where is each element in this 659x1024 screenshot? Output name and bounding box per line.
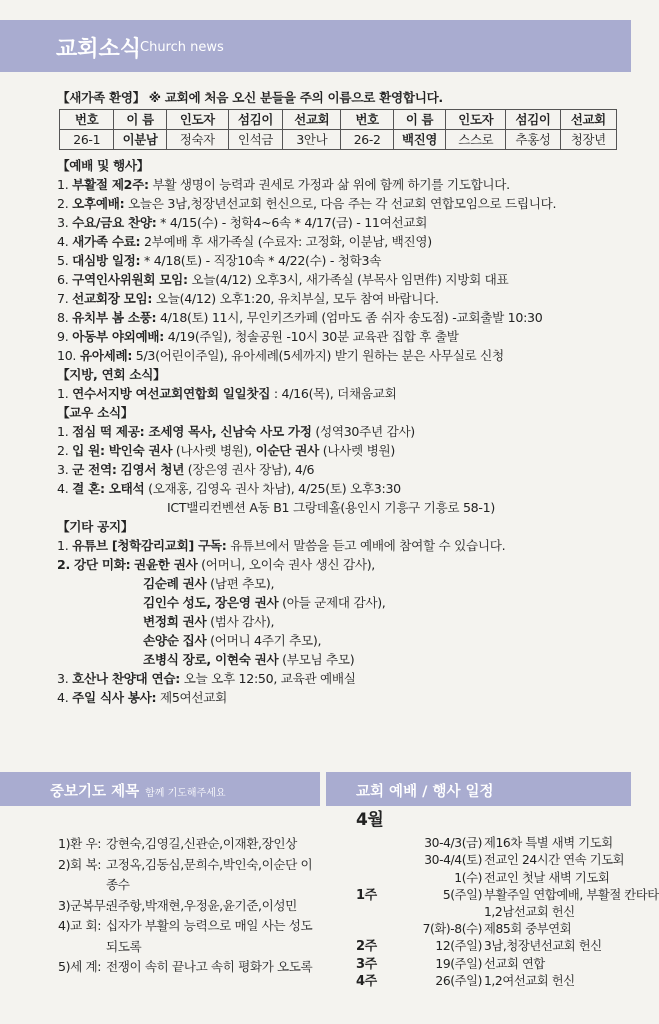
list-item: 손양순 집사 (어머니 4주기 추모), bbox=[143, 633, 322, 648]
item-text: (나사렛 병원), bbox=[172, 443, 256, 458]
schedule-week bbox=[356, 921, 390, 938]
col-header: 이 름 bbox=[393, 110, 445, 130]
schedule-row bbox=[356, 835, 626, 852]
prayer-item bbox=[58, 834, 320, 855]
schedule-week: 1주 bbox=[356, 887, 377, 903]
col-header: 섬김이 bbox=[506, 110, 560, 130]
item-text: 4/18(토) 11시, 무인키즈카페 (엄마도 좀 쉬자 송도점) -교회출발 10:30 bbox=[156, 310, 543, 325]
worship-list bbox=[57, 175, 617, 365]
item-label: 연수서지방 여선교회연합회 일일찻집 bbox=[72, 386, 271, 401]
table-cell: 인석금 bbox=[228, 130, 282, 150]
list-item bbox=[57, 232, 617, 251]
page-subtitle: Church news bbox=[140, 40, 224, 55]
item-label: 대심방 일정: bbox=[72, 253, 141, 268]
list-item bbox=[57, 270, 617, 289]
schedule-date: 1(수) bbox=[454, 870, 482, 885]
prayer-subtitle: 함께 기도해주세요 bbox=[145, 788, 226, 799]
schedule-row bbox=[356, 921, 626, 938]
schedule-date: 26(주일) bbox=[435, 973, 482, 988]
item-number: 6. bbox=[57, 272, 69, 287]
prayer-title-bar bbox=[0, 772, 320, 806]
table-header-row bbox=[60, 110, 617, 130]
item-label: 이순단 권사 bbox=[255, 443, 319, 458]
item-number: 9. bbox=[57, 329, 69, 344]
item-text: : 4/16(목), 더채움교회 bbox=[270, 386, 397, 401]
schedule-date: 30-4/3(금) bbox=[424, 836, 482, 851]
schedule-event: 1,2여선교회 헌신 bbox=[484, 973, 575, 988]
table-cell: 이분남 bbox=[114, 130, 166, 150]
item-text: (나사렛 병원) bbox=[319, 443, 395, 458]
table-cell: 26-1 bbox=[60, 130, 114, 150]
list-item: 변정희 권사 (범사 감사), bbox=[143, 614, 275, 629]
list-item: 1. 유튜브 [청학감리교회] 구독: 유튜브에서 말씀을 듣고 예배에 참여할 수 있습니다. bbox=[57, 538, 506, 553]
item-number: 3. bbox=[57, 215, 69, 230]
prayer-names: 권주항,박재현,우정윤,윤기준,이성민 bbox=[106, 897, 297, 913]
list-item bbox=[57, 327, 617, 346]
list-item: 3. 호산나 찬양대 연습: 오늘 오후 12:50, 교육관 예배실 bbox=[57, 671, 356, 686]
item-number: 1. bbox=[57, 177, 69, 192]
item-label: 결 혼: 오태석 bbox=[72, 481, 145, 496]
prayer-category: 2)회 복: bbox=[58, 856, 102, 872]
main-content bbox=[57, 88, 617, 707]
item-number: 4. bbox=[57, 234, 69, 249]
wedding-venue: ICT밸리컨벤션 A동 B1 그랑데홀(용인시 기흥구 기흥로 58-1) bbox=[167, 500, 495, 515]
prayer-title: 중보기도 제목 bbox=[50, 784, 140, 800]
schedule-date: 19(주일) bbox=[435, 956, 482, 971]
prayer-category: 3)군복무: bbox=[58, 897, 110, 913]
item-label: 군 전역: 김영서 청년 bbox=[72, 462, 185, 477]
schedule-event: 부활주일 연합예배, 부활절 칸타타 bbox=[484, 887, 659, 902]
item-text: 오늘은 3남,청장년선교회 헌신으로, 다음 주는 각 선교회 연합모임으로 드립니다. bbox=[124, 196, 557, 211]
members-list bbox=[57, 422, 617, 498]
schedule-week: 4주 bbox=[356, 973, 377, 989]
list-item bbox=[57, 479, 617, 498]
table-cell: 백진영 bbox=[393, 130, 445, 150]
item-label: 구역인사위원회 모임: bbox=[72, 272, 188, 287]
prayer-names: 강현숙,김영길,신관순,이재환,장인상 bbox=[106, 836, 297, 851]
col-header: 인도자 bbox=[166, 110, 228, 130]
list-item bbox=[57, 460, 617, 479]
table-cell: 정숙자 bbox=[166, 130, 228, 150]
item-text: (장은영 권사 장남), 4/6 bbox=[184, 462, 315, 477]
item-number: 8. bbox=[57, 310, 69, 325]
prayer-item bbox=[58, 855, 320, 896]
schedule-panel bbox=[356, 810, 659, 990]
item-number: 10. bbox=[57, 348, 77, 363]
schedule-date: 12(주일) bbox=[435, 939, 482, 954]
schedule-week: 2주 bbox=[356, 939, 377, 955]
schedule-row bbox=[356, 956, 626, 973]
schedule-date: 30-4/4(토) bbox=[424, 853, 482, 868]
item-number: 1. bbox=[57, 386, 69, 401]
schedule-event: 선교회 연합 bbox=[484, 956, 545, 971]
item-label: 유치부 봄 소풍: bbox=[72, 310, 157, 325]
header-bar bbox=[0, 20, 631, 72]
list-item bbox=[57, 213, 617, 232]
item-text: 부활 생명이 능력과 권세로 가정과 삶 위에 함께 하기를 기도합니다. bbox=[148, 177, 510, 192]
table-cell: 스스로 bbox=[446, 130, 506, 150]
district-list bbox=[57, 384, 617, 403]
item-label: 새가족 수료: bbox=[72, 234, 141, 249]
schedule-row bbox=[356, 904, 626, 921]
item-text: 2부예배 후 새가족실 (수료자: 고정화, 이분남, 백진영) bbox=[140, 234, 432, 249]
col-header: 선교회 bbox=[283, 110, 341, 130]
item-text: * 4/18(토) - 직장10속 * 4/22(수) - 청학3속 bbox=[140, 253, 382, 268]
item-text: (오재홍, 김영옥 권사 차남), 4/25(토) 오후3:30 bbox=[144, 481, 401, 496]
prayer-list bbox=[58, 834, 320, 978]
list-item: 4. 주일 식사 봉사: 제5여선교회 bbox=[57, 690, 227, 705]
item-label: 수요/금요 찬양: bbox=[72, 215, 157, 230]
table-row bbox=[60, 130, 617, 150]
list-item bbox=[57, 251, 617, 270]
members-heading: 【교우 소식】 bbox=[57, 405, 134, 420]
col-header: 인도자 bbox=[446, 110, 506, 130]
prayer-names: 고정옥,김동심,문희수,박인숙,이순단 이종수 bbox=[106, 856, 313, 892]
prayer-item bbox=[58, 916, 320, 957]
schedule-row bbox=[356, 887, 659, 904]
schedule-event: 전교인 24시간 연속 기도회 bbox=[484, 853, 625, 868]
schedule-row bbox=[356, 870, 626, 887]
prayer-item bbox=[58, 896, 320, 917]
col-header: 번호 bbox=[341, 110, 393, 130]
schedule-title: 교회 예배 / 행사 일정 bbox=[356, 784, 494, 800]
worship-heading: 【예배 및 행사】 bbox=[57, 158, 150, 173]
schedule-title-bar bbox=[326, 772, 631, 806]
item-text: 4/19(주일), 청솔공원 -10시 30분 교육관 집합 후 출발 bbox=[164, 329, 459, 344]
list-item bbox=[57, 308, 617, 327]
schedule-date: 5(주일) bbox=[442, 887, 482, 902]
item-label: 부활절 제2주: bbox=[72, 177, 149, 192]
item-text: 오늘(4/12) 오후3시, 새가족실 (부목사 임면件) 지방회 대표 bbox=[187, 272, 509, 287]
schedule-event: 3남,청장년선교회 헌신 bbox=[484, 939, 602, 954]
prayer-names: 전쟁이 속히 끝나고 속히 평화가 오도록 bbox=[106, 959, 313, 974]
item-number: 1. bbox=[57, 424, 69, 439]
schedule-row bbox=[356, 938, 626, 955]
schedule-week bbox=[356, 835, 390, 852]
list-item: 김순례 권사 (남편 추모), bbox=[143, 576, 275, 591]
schedule-date bbox=[390, 904, 484, 921]
item-text: (성역30주년 감사) bbox=[311, 424, 415, 439]
prayer-names: 십자가 부활의 능력으로 매일 사는 성도 되도록 bbox=[106, 918, 313, 954]
prayer-item bbox=[58, 957, 320, 978]
item-text: 오늘(4/12) 오후1:20, 유치부실, 모두 참여 바랍니다. bbox=[152, 291, 439, 306]
col-header: 번호 bbox=[60, 110, 114, 130]
list-item: 조병식 장로, 이현숙 권사 (부모님 추모) bbox=[143, 652, 355, 667]
item-label: 오후예배: bbox=[72, 196, 125, 211]
schedule-event: 제85회 중부연회 bbox=[484, 922, 572, 937]
list-item: 2. 강단 미화: 권윤한 권사 (어머니, 오이숙 권사 생신 감사), bbox=[57, 557, 376, 572]
schedule-row bbox=[356, 973, 626, 990]
schedule-date: 7(화)-8(수) bbox=[422, 922, 482, 937]
list-item bbox=[57, 289, 617, 308]
list-item bbox=[57, 384, 617, 403]
prayer-category: 5)세 계: bbox=[58, 959, 102, 974]
item-label: 선교회장 모임: bbox=[72, 291, 153, 306]
schedule-week bbox=[356, 904, 390, 921]
list-item bbox=[57, 194, 617, 213]
list-item bbox=[57, 346, 617, 365]
schedule-week: 3주 bbox=[356, 956, 377, 972]
col-header: 선교회 bbox=[560, 110, 616, 130]
schedule-row bbox=[356, 852, 626, 869]
page-title: 교회소식 bbox=[56, 37, 142, 62]
item-label: 유아세례: bbox=[79, 348, 133, 363]
list-item: 김인수 성도, 장은영 권사 (아들 군제대 감사), bbox=[143, 595, 386, 610]
item-number: 4. bbox=[57, 481, 69, 496]
table-cell: 26-2 bbox=[341, 130, 393, 150]
schedule-list bbox=[356, 835, 659, 990]
item-number: 2. bbox=[57, 443, 69, 458]
schedule-week bbox=[356, 852, 390, 869]
item-number: 2. bbox=[57, 196, 69, 211]
item-number: 3. bbox=[57, 462, 69, 477]
table-cell: 추홍성 bbox=[506, 130, 560, 150]
schedule-event: 1,2남선교회 헌신 bbox=[484, 905, 575, 920]
district-heading: 【지방, 연회 소식】 bbox=[57, 367, 166, 382]
schedule-month: 4월 bbox=[356, 810, 384, 830]
item-label: 아동부 야외예배: bbox=[72, 329, 165, 344]
col-header: 이 름 bbox=[114, 110, 166, 130]
other-heading: 【기타 공지】 bbox=[57, 519, 134, 534]
item-number: 5. bbox=[57, 253, 69, 268]
item-label: 입 원: 박인숙 권사 bbox=[72, 443, 173, 458]
table-cell: 청장년 bbox=[560, 130, 616, 150]
schedule-event: 전교인 첫날 새벽 기도회 bbox=[484, 870, 610, 885]
item-label: 점심 떡 제공: 조세영 목사, 신남숙 사모 가정 bbox=[72, 424, 312, 439]
item-number: 7. bbox=[57, 291, 69, 306]
list-item bbox=[57, 175, 617, 194]
item-text: * 4/15(수) - 청학4~6속 * 4/17(금) - 11여선교회 bbox=[156, 215, 428, 230]
schedule-week bbox=[356, 870, 390, 887]
schedule-event: 제16차 특별 새벽 기도회 bbox=[484, 836, 613, 851]
prayer-category: 1)환 우: bbox=[58, 836, 102, 851]
newcomer-table bbox=[59, 109, 617, 150]
newcomer-heading: 【새가족 환영】 ※ 교회에 처음 오신 분들을 주의 이름으로 환영합니다. bbox=[57, 90, 443, 105]
prayer-category: 4)교 회: bbox=[58, 918, 102, 933]
col-header: 섬김이 bbox=[228, 110, 282, 130]
item-text: 5/3(어린이주일), 유아세례(5세까지) 받기 원하는 분은 사무실로 신청 bbox=[132, 348, 504, 363]
table-cell: 3안나 bbox=[283, 130, 341, 150]
list-item bbox=[57, 422, 617, 441]
list-item bbox=[57, 441, 617, 460]
